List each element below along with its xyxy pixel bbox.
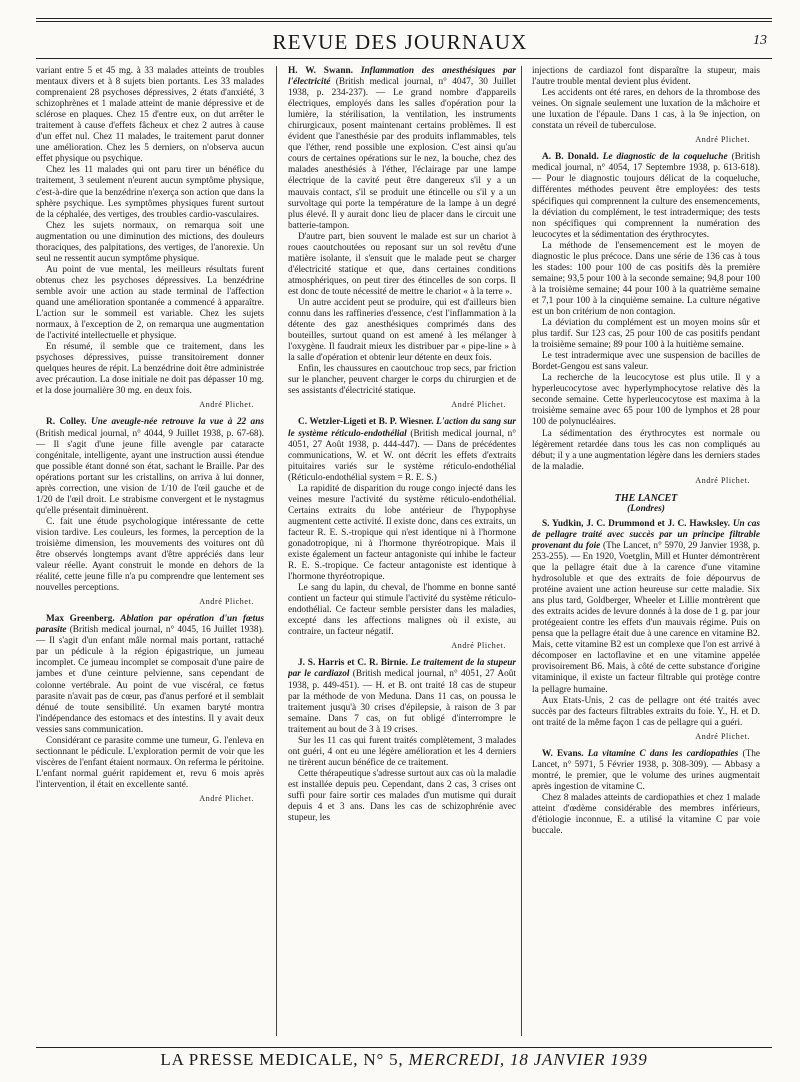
signature: André Plichet.	[199, 400, 254, 410]
column-middle	[288, 66, 516, 1042]
paragraph: La déviation du complément est un moyen moins sûr et plus tardif. Sur 123 cas, 25 pour 100 de cas positifs pendant la troisième semaine; 89 pour 100 à la huitième semaine.	[532, 318, 760, 351]
article-title: L'action du sang sur le système réticulo-endothélial	[288, 417, 516, 439]
paragraph: Chez 8 malades atteints de cardiopathies et chez 1 malade atteint d'œdème considérable des membres inférieurs, d'étiologie inconnue, E. a utilisé la vitamine C par voie buccale.	[532, 792, 760, 837]
article-text: (British medical journal, n° 4051, 27 Août 1938, p. 444-447). — Dans de précédentes communications, W. et W. ont décrit les effets d'extraits pituitaires variés sur le système réticulo-endothélial (Réticulo-endothélial system = R. E. S.)	[288, 428, 516, 483]
article-authors: Max Greenberg.	[46, 614, 115, 625]
article-authors: J. S. Harris et C. R. Birnie.	[298, 658, 408, 669]
paragraph: C. fait une étude psychologique intéressante de cette vision tardive. Les couleurs, les formes, la perception de la troisième dimension, les mouvements des voitures ont dû être observés longtemps avant d'être appréciés dans leur valeur réelle. Ayant construit le monde en dehors de la réalité, cette jeune fille n'a pu comprendre que lentement ses nouvelles perceptions.	[36, 516, 264, 594]
article-authors: W. Evans.	[542, 748, 584, 759]
paragraph: Le test intradermique avec une suspension de bacilles de Bordet-Gengou est sans valeur.	[532, 351, 760, 373]
paragraph: Considérant ce parasite comme une tumeur, G. l'enleva en sectionnant le pédicule. L'exploration permit de voir que les viscères de l'enfant étaient normaux. On referma le péritoine. L'enfant normal guérit rapidement et, revu 6 mois après l'intervention, il était en excellente santé.	[36, 735, 264, 790]
column-separator	[276, 66, 277, 1036]
footer-date: MERCREDI, 18 JANVIER 1939	[408, 1050, 648, 1069]
article-authors: C. Wetzler-Ligeti et B. P. Wiesner.	[298, 417, 434, 428]
paragraph: Chez les 11 malades qui ont paru tirer un bénéfice du traitement, 3 seulement n'eurent aucun symptôme physique, c'est-à-dire que la benzédrine n'exerça son action que dans la sphère psychique. Les symptômes physiques furent surtout de la céphalée, des vertiges, des troubles cardio-vasculaires.	[36, 165, 264, 220]
signature: André Plichet.	[451, 641, 506, 651]
paragraph: La rapidité de disparition du rouge congo injecté dans les veines mesure l'activité du système réticulo-endothélial. Certains extraits du lobe antérieur de l'hypophyse augmentent cette activité. Il existe donc, dans ces extraits, un facteur R. E. S.-tropique qui n'est identique ni à l'hormone gonadotropique, ni à l'hormone thyréotropique. Mais il existe également un facteur antagoniste qui inhibe le facteur R. E. S.-tropique. Ce facteur antagoniste est identique à l'hormone thyréotropique.	[288, 483, 516, 583]
paragraph: Les accidents ont été rares, en dehors de la thrombose des veines. On signale seulement une luxation de la mâchoire et une luxation de l'épaule. Dans 1 cas, à la 9e injection, on constata un réveil de tuberculose.	[532, 88, 760, 132]
paragraph: Chez les sujets normaux, on remarqua soit une augmentation ou une diminution des mictions, des douleurs thoraciques, des palpitations, des vertiges, de l'anorexie. Un seul ne ressentit aucun symptôme physique.	[36, 220, 264, 264]
article-title: Un cas de pellagre traité avec succès par un principe filtrable provenant du foie	[532, 518, 760, 551]
page-number: 13	[753, 33, 767, 48]
running-header: REVUE DES JOURNAUX	[272, 30, 528, 54]
paragraph: Enfin, les chaussures en caoutchouc trop secs, par friction sur le plancher, peuvent charger le corps du chirurgien et de ses assistants d'électricité statique.	[288, 364, 516, 397]
article-authors: H. W. Swann.	[288, 66, 353, 76]
article-authors: S. Yudkin, J. C. Drummond et J. C. Hawksley.	[542, 518, 730, 529]
article-title: Le traitement de la stupeur par le cardiazol	[288, 658, 516, 680]
paragraph: Sur les 11 cas qui furent traités complètement, 3 malades ont guéri, 4 ont eu une légère amélioration et les 4 derniers ne tirèrent aucun bénéfice de ce traitement.	[288, 735, 516, 768]
article-greenberg	[36, 614, 264, 736]
paragraph: Un autre accident peut se produire, qui est d'ailleurs bien connu dans les raffineries d'essence, c'est l'inflammation à la détente des gaz anesthésiques comprimés dans des bouteilles, surtout quand on est amené à les mélanger à l'oxygène. Il faudrait mieux les distribuer par « pipe-line » à la salle d'opération et obtenir leur détente en deux fois.	[288, 297, 516, 364]
column-separator	[521, 66, 522, 1036]
signature: André Plichet.	[199, 597, 254, 607]
article-title: Le diagnostic de la coqueluche	[602, 152, 728, 163]
paragraph: injections de cardiazol font disparaître la stupeur, mais l'autre trouble mental devient plus évident.	[532, 66, 760, 88]
article-text: (British medical journal, n° 4054, 17 Septembre 1938, p. 613-618). — Pour le diagnostic toujours délicat de la coqueluche, différentes méthodes peuvent être employées: des tests spécifiques qui comprennent la culture des ensemencements, la déviation du complément, le test intradermique; des tests non spécifiques qui comprennent la numération des leucocytes et la sédimentation des érythrocytes.	[532, 152, 760, 240]
footer-publication: LA PRESSE MEDICALE, N° 5,	[160, 1050, 404, 1069]
article-text: (The Lancet, n° 5970, 29 Janvier 1938, p. 253-255). — En 1920, Voetglin, Mill et Hunter démontrèrent que la pellagre était due à la carence d'une vitamine hydrosoluble et que des extraits de foie dépourvus de protéine avaient une action heureuse sur cette maladie. Six ans plus tard, Goldberger, Wheeler et Lillie montrèrent que des extraits acides de levure donnés à la dose de 1 g. par jour protégeaient contre les effets d'un mauvais régime. Puis on pensa que la pellagre était due à une carence en vitamine B2. Mais, cette vitamine B2 est un complexe que l'on est arrivé à décomposer en lactoflavine et en une vitamine appelée provisoirement B6. Mais, à côté de cette substance d'origine vitaminique, il existe un facteur filtrable qui protège contre la pellagre humaine.	[532, 540, 760, 695]
article-text: (The Lancet, n° 5971, 5 Février 1938, p. 308-309). — Abbasy a montré, le premier, que le volume des urines augmentait après ingestion de vitamine C.	[532, 748, 760, 792]
article-colley	[36, 417, 264, 516]
paragraph: Le sang du lapin, du cheval, de l'homme en bonne santé contient un facteur qui stimule l'activité du système réticulo-endothélial. Ce facteur semble persister dans les maladies, excepté dans les affections malignes où il existe, au contraire, un facteur négatif.	[288, 583, 516, 638]
column-right	[532, 66, 760, 1042]
article-text: (British medical journal, n° 4047, 30 Juillet 1938, p. 234-237). — Le grand nombre d'appareils électriques, employés dans les salles d'opération pour la lumière, la stérilisation, la ventilation, les instruments chirurgicaux, posent maintenant certains problèmes. Il est évident que l'anesthésie par des produits inflammables, tels que l'éther, rend possible une explosion. C'est ainsi qu'au cours de certaines opérations sur le nez, la bouche, chez des malades anesthésiés à l'éther, l'éclairage par une lampe électrique de la cavité peut être dangereux s'il y a un mauvais contact, s'il se produit une étincelle ou s'il y a un survoltage qui porte la température de la lampe à un degré plus élevé. Il y aurait donc lieu de placer dans le circuit une batterie-tampon.	[288, 77, 516, 231]
signature: André Plichet.	[199, 794, 254, 803]
article-wetzler	[288, 417, 516, 483]
article-text: (British medical journal, n° 4044, 9 Juillet 1938, p. 67-68). — Il s'agit d'une jeune fille avengle par cataracte congénitale, intelligente, ayant une instruction aussi étendue que possible étant donné son état, sachant le Braille. Par des opérations portant sur les cristallins, on arriva à lui donner, après correction, une vision de 1/10 de l'œil gauche et de 1/20 de l'œil droit. Le strabisme convergent et le nystagmus qu'elle présentait diminuèrent.	[36, 428, 264, 516]
paragraph: En résumé, il semble que ce traitement, dans les psychoses dépressives, puisse transitoirement donner quelques heures de répit. La benzédrine doit être administrée avec précaution. La dose initiale ne doit pas dépasser 10 mg. et la dose journalière 30 mg. en deux fois.	[36, 342, 264, 397]
article-yudkin	[532, 519, 760, 696]
paragraph: La recherche de la leucocytose est plus utile. Il y a hyperleucocytose avec hyperlymphocytose relative dès la seconde semaine. Cette hyperleucocytose est maxima à la troisième semaine avec 65 pour 100 de lymphos et 28 pour 100 de polynucléaires.	[532, 373, 760, 428]
signature: André Plichet.	[695, 731, 750, 741]
signature: André Plichet.	[695, 135, 750, 145]
article-swann	[288, 66, 516, 232]
paragraph: Aux Etats-Unis, 2 cas de pellagre ont été traités avec succès par des facteurs filtrables extraits du foie. Y., H. et D. ont traité de la même façon 1 cas de pellagre qui a guéri.	[532, 695, 760, 728]
paragraph: D'autre part, bien souvent le malade est sur un chariot à roues caoutchoutées ou reposant sur un sol revêtu d'une matière isolante, il s'ensuit que le malade peut se charger d'électricité statique et que, dans certaines conditions atmosphériques, on peut tirer des étincelles de son corps. Il est donc de toute nécessité de mettre le chariot « à la terre ».	[288, 231, 516, 297]
article-authors: A. B. Donald.	[542, 152, 599, 163]
article-authors: R. Colley.	[46, 417, 87, 428]
article-title: Une aveugle-née retrouve la vue à 22 ans	[91, 417, 264, 428]
top-rule-inner	[36, 21, 772, 22]
article-text: (British medical journal, n° 4045, 16 Juillet 1938). — Il s'agit d'un enfant mâle normal mais portant, rattaché par un pédicule à la région épigastrique, un jumeau incomplet. Ce jumeau incomplet se composait d'une paire de jambes et d'une ceinture pelvienne, sans cependant de colonne vertébrale. Au point de vue viscéral, ce fœtus parasite n'avait pas de cœur, pas d'anus perforé et il semblait dénué de toute sensibilité. Un examen baryté montra l'indépendance des estomacs et des intestins. Il y avait deux vessies sans communication.	[36, 625, 264, 735]
paragraph: Au point de vue mental, les meilleurs résultats furent obtenus chez les psychoses dépressives. La benzédrine semble avoir une action au stade terminal de l'affection quand une amélioration spontanée a commencé à apparaître. L'action sur le sommeil est variable. Chez les sujets normaux, à l'exception de 2, on remarqua une augmentation de l'activité intellectuelle et physique.	[36, 264, 264, 342]
header-rule	[36, 58, 772, 59]
paragraph: La méthode de l'ensemencement est le moyen de diagnostic le plus précoce. Dans une série de 136 cas à tous les stades: 100 pour 100 de cas positifs dès la première semaine; 93,5 pour 100 à la seconde semaine; 94,8 pour 100 à la troisième semaine; 44 pour 100 à la quatrième semaine et 7,1 pour 100 à la cinquième semaine. La culture négative est un bon critérium de non contagion.	[532, 240, 760, 317]
article-title: La vitamine C dans les cardiopathies	[587, 748, 739, 759]
article-title: Inflammation des anesthésiques par l'électricité	[288, 66, 516, 88]
article-evans	[532, 749, 760, 793]
article-text: (British medical journal, n° 4051, 27 Août 1938, p. 449-451). — H. et B. ont traité 18 cas de stupeur par la méthode de von Meduna. Dans 11 cas, on poussa le traitement jusqu'à 30 crises d'épilepsie, à raison de 3 par semaine. Dans 7 cas, on fut obligé d'interrompre le traitement au bout de 3 à 19 crises.	[288, 669, 516, 735]
article-title: Ablation par opération d'un fœtus parasite	[36, 614, 264, 636]
section-heading: THE LANCET	[614, 492, 678, 504]
top-rule	[36, 18, 772, 19]
footer-rule	[36, 1047, 772, 1048]
paragraph: variant entre 5 et 45 mg. à 33 malades atteints de troubles mentaux divers et à 8 sujets bien portants. Les 33 malades comprenaient 28 psychoses dépressives, 2 états d'anxiété, 3 schizophrènes et 1 malade atteint de manie dépressive et de sclérose en plaques. Chez 15 d'entre eux, on dut arrêter le traitement à cause d'effets fâcheux et chez 2 autres à cause d'un effet nul. Chez 11 malades, le traitement parut donner une amélioration. Chez les 5 derniers, on n'observa aucun effet physique ou psychique.	[36, 66, 264, 165]
running-footer	[36, 1050, 772, 1070]
signature: André Plichet.	[451, 400, 506, 410]
signature: André Plichet.	[695, 475, 750, 485]
column-left	[36, 66, 264, 1042]
article-donald	[532, 152, 760, 240]
article-harris	[288, 658, 516, 735]
paragraph: Cette thérapeutique s'adresse surtout aux cas où la maladie est installée depuis peu. Cependant, dans 2 cas, 3 crises ont suffi pour faire sortir ces malades d'un mutisme qui durait depuis 4 et 3 ans. Dans les cas de schizophrénie avec stupeur, les	[288, 768, 516, 824]
paragraph: La sédimentation des érythrocytes est normale ou légèrement retardée dans tous les cas non compliqués au début; il y a une augmentation légère dans les derniers stades de la maladie.	[532, 428, 760, 472]
section-subheading: (Londres)	[627, 503, 665, 514]
